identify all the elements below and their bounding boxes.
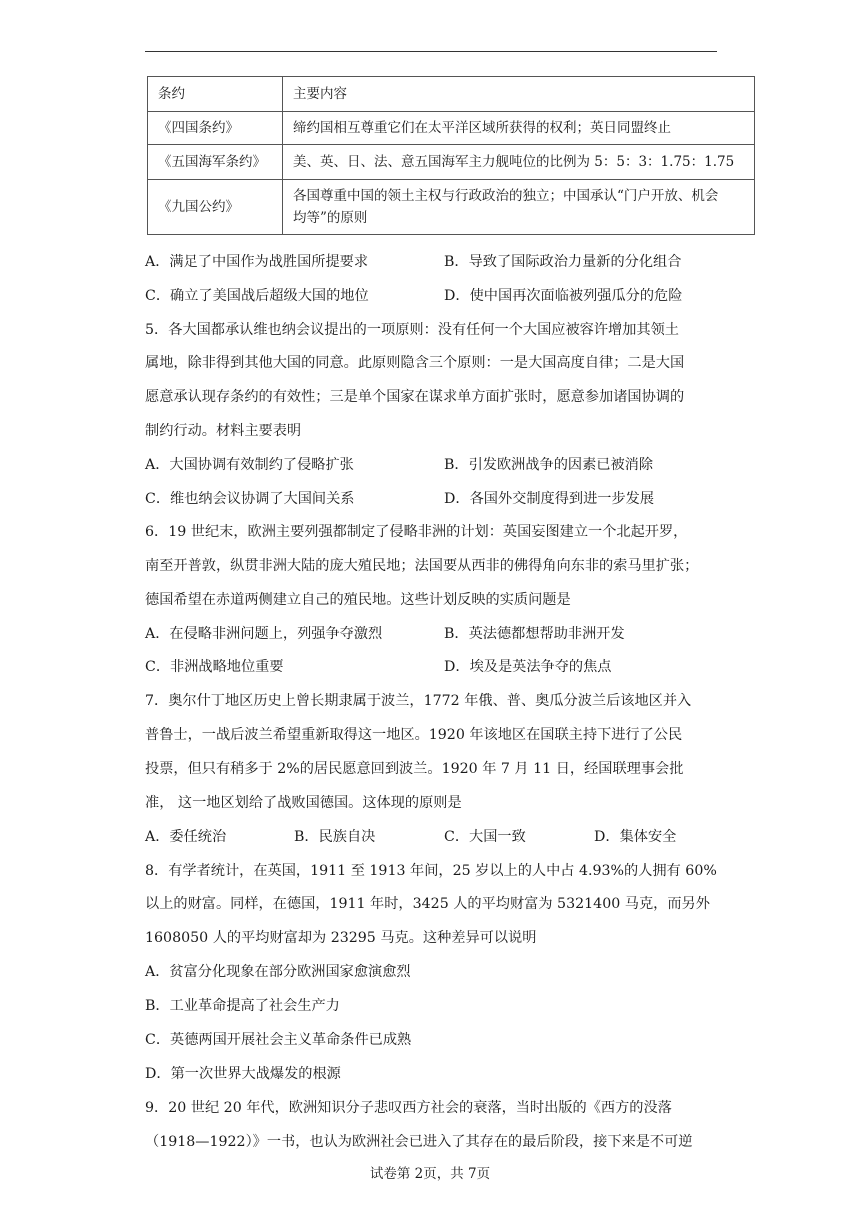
q5-option-d: D．各国外交制度得到进一步发展: [444, 491, 655, 507]
table-cell-treaty: 《四国条约》: [148, 112, 283, 145]
cell-line: 各国尊重中国的领土主权与行政政治的独立；中国承认“门户开放、机会: [293, 188, 719, 204]
q6-option-c: C．非洲战略地位重要: [145, 659, 284, 675]
q8-option-d: D．第一次世界大战爆发的根源: [145, 1066, 341, 1082]
table-cell-treaty: 《九国公约》: [148, 180, 283, 235]
table-row: [148, 180, 755, 235]
table-row: [148, 145, 755, 180]
q7-option-d: D．集体安全: [594, 829, 677, 845]
q8-stem-line: 8．有学者统计，在英国，1911 至 1913 年间，25 岁以上的人中占 4.93%的人拥有 60%: [145, 863, 717, 879]
q8-stem-line: 以上的财富。同样，在德国，1911 年时，3425 人的平均财富为 5321400 马克，而另外: [145, 896, 710, 912]
table-header-cell: 条约: [148, 77, 283, 112]
q8-stem-line: 1608050 人的平均财富却为 23295 马克。这种差异可以说明: [145, 930, 537, 946]
q5-stem-line: 5．各大国都承认维也纳会议提出的一项原则：没有任何一个大国应被容许增加其领土: [145, 322, 679, 338]
q8-option-b: B．工业革命提高了社会生产力: [145, 998, 340, 1014]
q4-option-b: B．导致了国际政治力量新的分化组合: [444, 254, 682, 270]
table-row: [148, 112, 755, 145]
q4-option-a: A．满足了中国作为战胜国所提要求: [145, 254, 369, 270]
table-cell-content: [283, 180, 755, 235]
cell-line: 均等”的原则: [293, 210, 368, 226]
q9-stem-line: （1918—1922）》一书，也认为欧洲社会已进入了其存在的最后阶段，接下来是不可逆: [145, 1134, 693, 1150]
table-cell-content: 美、英、日、法、意五国海军主力舰吨位的比例为 5：5：3：1.75：1.75: [283, 145, 755, 180]
table-header-cell: 主要内容: [283, 77, 755, 112]
table-cell-treaty: 《五国海军条约》: [148, 145, 283, 180]
q5-option-a: A．大国协调有效制约了侵略扩张: [145, 457, 354, 473]
q8-option-c: C．英德两国开展社会主义革命条件已成熟: [145, 1032, 412, 1048]
table-header-row: [148, 77, 755, 112]
header-rule: [145, 51, 717, 52]
q4-option-d: D．使中国再次面临被列强瓜分的危险: [444, 288, 683, 304]
q5-option-c: C．维也纳会议协调了大国间关系: [145, 491, 355, 507]
q7-option-c: C．大国一致: [444, 829, 526, 845]
q7-stem-line: 投票，但只有稍多于 2%的居民愿意回到波兰。1920 年 7 月 11 日，经国联理事会批: [145, 761, 684, 777]
q5-stem-line: 属地，除非得到其他大国的同意。此原则隐含三个原则：一是大国高度自律；二是大国: [145, 355, 685, 371]
q7-stem-line: 准， 这一地区划给了战败国德国。这体现的原则是: [145, 795, 462, 811]
q6-option-a: A．在侵略非洲问题上，列强争夺激烈: [145, 626, 383, 642]
treaty-table: [147, 76, 755, 235]
table-cell-content: 缔约国相互尊重它们在太平洋区域所获得的权利；英日同盟终止: [283, 112, 755, 145]
q5-stem-line: 愿意承认现存条约的有效性；三是单个国家在谋求单方面扩张时，愿意参加诸国协调的: [145, 389, 685, 405]
q6-option-d: D．埃及是英法争夺的焦点: [444, 659, 612, 675]
q7-stem-line: 普鲁士，一战后波兰希望重新取得这一地区。1920 年该地区在国联主持下进行了公民: [145, 727, 683, 743]
q6-stem-line: 南至开普敦，纵贯非洲大陆的庞大殖民地；法国要从西非的佛得角向东非的索马里扩张；: [145, 558, 699, 574]
q9-stem-line: 9．20 世纪 20 年代，欧洲知识分子悲叹西方社会的衰落，当时出版的《西方的没落: [145, 1100, 672, 1116]
q6-option-b: B．英法德都想帮助非洲开发: [444, 626, 625, 642]
q7-stem-line: 7．奥尔什丁地区历史上曾长期隶属于波兰，1772 年俄、普、奥瓜分波兰后该地区并入: [145, 693, 692, 709]
q5-option-b: B．引发欧洲战争的因素已被消除: [444, 457, 654, 473]
q7-option-a: A．委任统治: [145, 829, 227, 845]
q6-stem-line: 德国希望在赤道两侧建立自己的殖民地。这些计划反映的实质问题是: [145, 592, 571, 608]
q5-stem-line: 制约行动。材料主要表明: [145, 423, 302, 439]
q6-stem-line: 6．19 世纪末，欧洲主要列强都制定了侵略非洲的计划：英国妄图建立一个北起开罗，: [145, 524, 688, 540]
q4-option-c: C．确立了美国战后超级大国的地位: [145, 288, 369, 304]
q7-option-b: B．民族自决: [294, 829, 376, 845]
q8-option-a: A．贫富分化现象在部分欧洲国家愈演愈烈: [145, 964, 411, 980]
page-footer: 试卷第 2页，共 7页: [369, 1166, 491, 1182]
